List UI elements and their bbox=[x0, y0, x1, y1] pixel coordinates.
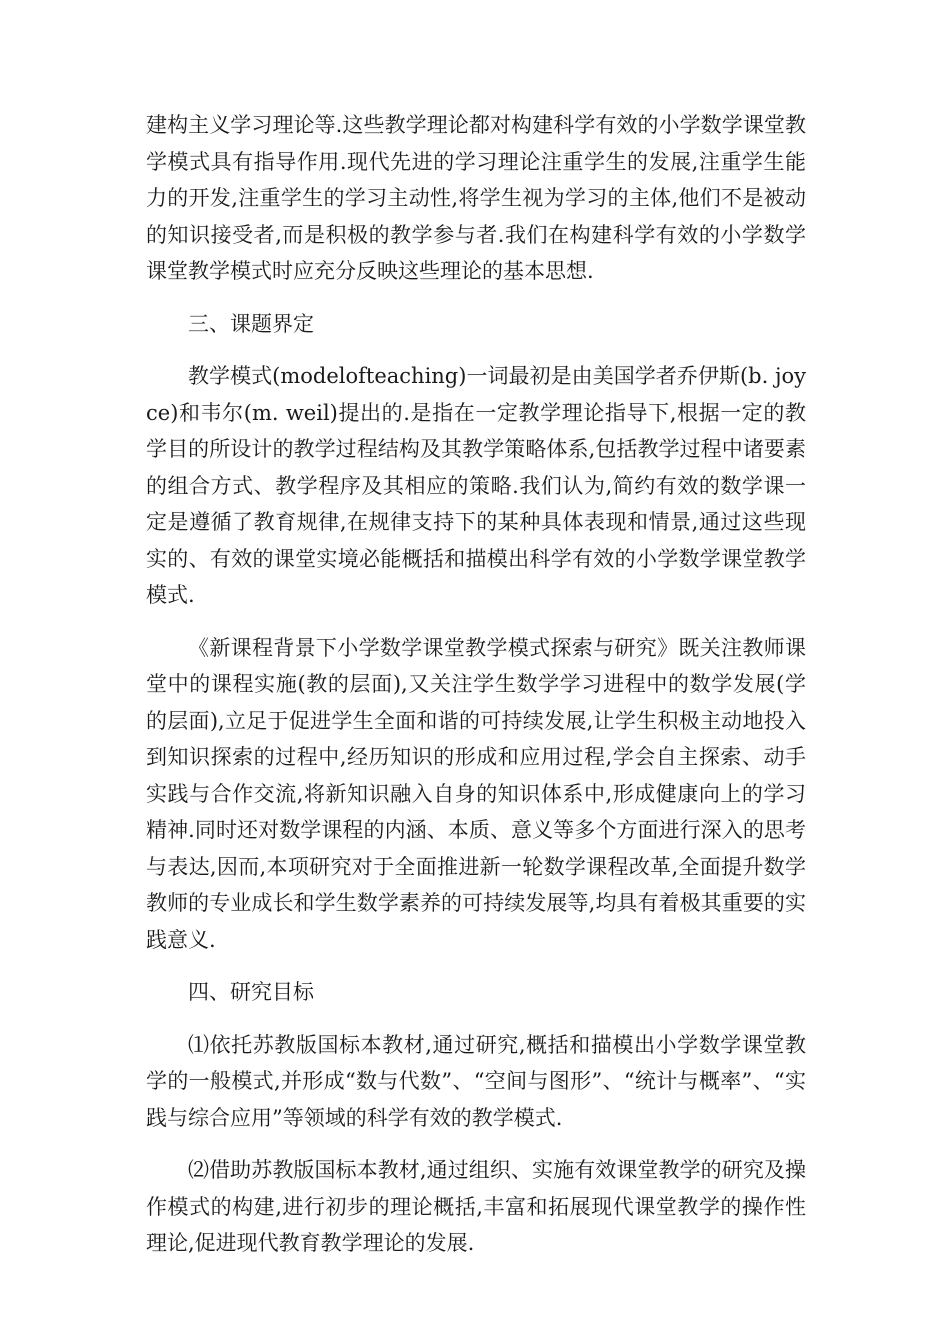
paragraph-teaching-model-definition: 教学模式(modelofteaching)一词最初是由美国学者乔伊斯(b. joyce)和韦尔(m. weil)提出的.是指在一定教学理论指导下,根据一定的教学目的所设计的教学过程结构及其教学策略体系,包括教学过程中诸要素的组合方式、教学程序及其相应的策略.我们认为,简约有效的数学课一定是遵循了教育规律,在规律支持下的某种具体表现和情景,通过这些现实的、有效的课堂实境必能概括和描模出科学有效的小学数学课堂教学模式. bbox=[146, 364, 806, 607]
document-body bbox=[146, 107, 806, 1278]
section-heading-topic-definition: 三、课题界定 bbox=[188, 311, 314, 336]
paragraph-research-significance: 《新课程背景下小学数学课堂教学模式探索与研究》既关注教师课堂中的课程实施(教的层面),又关注学生数学学习进程中的数学发展(学的层面),立足于促进学生全面和谐的可持续发展,让学生积极主动地投入到知识探索的过程中,经历知识的形成和应用过程,学会自主探索、动手实践与合作交流,将新知识融入自身的知识体系中,形成健康向上的学习精神.同时还对数学课程的内涵、本质、意义等多个方面进行深入的思考与表达,因而,本项研究对于全面推进新一轮数学课程改革,全面提升数学教师的专业成长和学生数学素养的可持续发展等,均具有着极其重要的实践意义. bbox=[146, 635, 806, 952]
paragraph-goal-1: ⑴依托苏教版国标本教材,通过研究,概括和描模出小学数学课堂教学的一般模式,并形成“数与代数”、“空间与图形”、“统计与概率”、“实践与综合应用”等领域的科学有效的教学模式. bbox=[146, 1032, 806, 1130]
section-heading-research-goals: 四、研究目标 bbox=[188, 980, 314, 1004]
paragraph-goal-2: ⑵借助苏教版国标本教材,通过组织、实施有效课堂教学的研究及操作模式的构建,进行初步的理论概括,丰富和拓展现代课堂教学的操作性理论,促进现代教育教学理论的发展. bbox=[146, 1158, 806, 1255]
paragraph-constructivism: 建构主义学习理论等.这些教学理论都对构建科学有效的小学数学课堂教学模式具有指导作用.现代先进的学习理论注重学生的发展,注重学生能力的开发,注重学生的学习主动性,将学生视为学习的主体,他们不是被动的知识接受者,而是积极的教学参与者.我们在构建科学有效的小学数学课堂教学模式时应充分反映这些理论的基本思想. bbox=[146, 113, 806, 283]
